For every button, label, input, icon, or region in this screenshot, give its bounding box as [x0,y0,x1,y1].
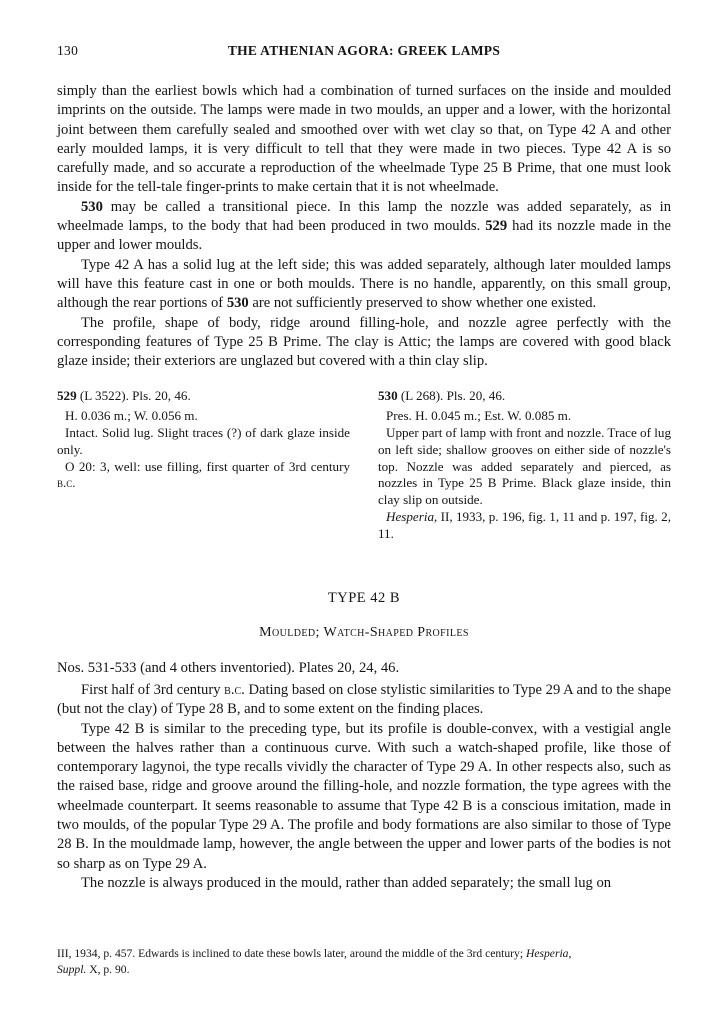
catalog-number: 529 [57,388,77,404]
entry-dimensions: Pres. H. 0.045 m.; Est. W. 0.085 m. [386,408,572,424]
entry-reference: (L 3522). Pls. 20, 46. [76,388,191,404]
text-run: b.c. [224,681,245,698]
paragraph: The profile, shape of body, ridge around filling-hole, and nozzle agree perfectly with the corresponding features of Type 25 B Prime. The clay is Attic; the lamps are covered with good black glaze inside; their exteriors are unglazed but covered with a thin clay slip. [57,314,671,370]
text-run: Dating based on close stylistic similarities to Type 29 A and to the shape (but not the clay) of Type 28 B, and to some extent on the finding places. [57,681,671,718]
entry-heading [378,388,671,405]
paragraph: Type 42 B is similar to the preceding type, but its profile is double-convex, with a vestigial angle between the halves rather than a continuous curve. With such a watch-shaped profile, like those of contemporary lagynoi, the type recalls vividly the character of Type 29 A. In other respects also, such as the raised base, ridge and groove around the filling-hole, and nozzle formation, the type agrees with the wheelmade counterpart. It seems reasonable to assume that Type 42 B is a conscious imitation, made in two moulds, of the popular Type 29 A. The profile and body formations are also similar to those of Type 28 B. In the mouldmade lamp, however, the angle between the upper and lower parts of the bodies is not so sharp as on Type 29 A. [57,720,671,872]
page-body [57,43,671,893]
catalog-number: 530 [81,198,103,215]
catalog-number: 530 [378,388,398,404]
section-title: TYPE 42 B [327,589,401,606]
text-run: Suppl. [57,962,87,976]
paragraph: The nozzle is always produced in the mould, rather than added separately; the small lug on [81,874,612,891]
paragraph: simply than the earliest bowls which had a combination of turned surfaces on the inside and moulded imprints on the outside. The lamps were made in two moulds, an upper and a lower, with the horizontal joint between them carefully sealed and smoothed over with wet clay so that, on Type 42 A and other early moulded lamps, it is very difficult to tell that they were made in two pieces. Type 42 A is so carefully made, and so accurate a reproduction of the wheelmade Type 25 B Prime, that one must look inside for the tell-tale finger-prints to make certain that it is not wheelmade. [57,83,671,196]
catalog-entry-530 [378,388,671,542]
paragraph [57,256,671,314]
entry-reference: (L 268). Pls. 20, 46. [397,388,506,404]
journal-title: Hesperia, [525,947,572,960]
text-run: O 20: 3, well: use filling, first quarter of 3rd century [65,458,350,474]
catalog-number: 529 [485,218,508,235]
text-run: First half of 3rd century [81,681,225,698]
catalog-number: 530 [226,295,249,312]
text-run: Nos. 531-533 [57,659,137,676]
text-run: b.c. [57,475,76,491]
paragraph [57,198,671,256]
catalog-entries [57,388,671,542]
text-run: may be called a transitional piece. In this lamp the nozzle was added separately, as in wheelmade lamps, to the body that had been produced in two moulds. [57,198,671,235]
page-number: 130 [57,43,79,58]
running-title: THE ATHENIAN AGORA: GREEK LAMPS [227,43,501,58]
text-run: had its nozzle made in the upper and lower moulds. [57,218,671,254]
paragraph [57,681,671,720]
intro-text [57,82,671,371]
running-header [57,43,671,63]
text-run: (and 4 others inventoried). Plates 20, 24, 46. [136,659,400,676]
entry-dimensions: H. 0.036 m.; W. 0.056 m. [65,408,198,424]
journal-title: Hesperia [386,509,435,525]
catalog-entry-529 [57,388,350,542]
section-subtitle: Moulded; Watch-Shaped Profiles [259,624,469,640]
catalog-range [57,659,671,678]
entry-deposit [57,459,350,493]
text-run: III, 1934, p. 457. Edwards is inclined to date these bowls later, around the middle of the 3rd century; [57,947,526,960]
text-run: are not sufficiently preserved to show whether one existed. [248,295,597,312]
text-run: X, p. 90. [86,962,130,976]
entry-bibliography [378,509,671,543]
entry-heading [57,388,350,405]
entry-description: Upper part of lamp with front and nozzle. Trace of lug on left side; shallow grooves on either side of nozzle's top. Nozzle was added separately and pierced, as nozzles in Type 25 B Prime. Black glaze inside, thin clay slip on outside. [378,425,671,508]
text-run: , II, 1933, p. 196, fig. 1, 11 and p. 197, fig. 2, 11. [378,509,671,541]
entry-description: Intact. Solid lug. Slight traces (?) of dark glaze inside only. [57,425,350,457]
text-run: Type 42 A has a solid lug at the left side; this was added separately, although later moulded lamps will have this feature cast in one or both moulds. There is no handle, apparently, on this small group, although the rear portions of [57,256,671,312]
footnote [57,946,671,977]
